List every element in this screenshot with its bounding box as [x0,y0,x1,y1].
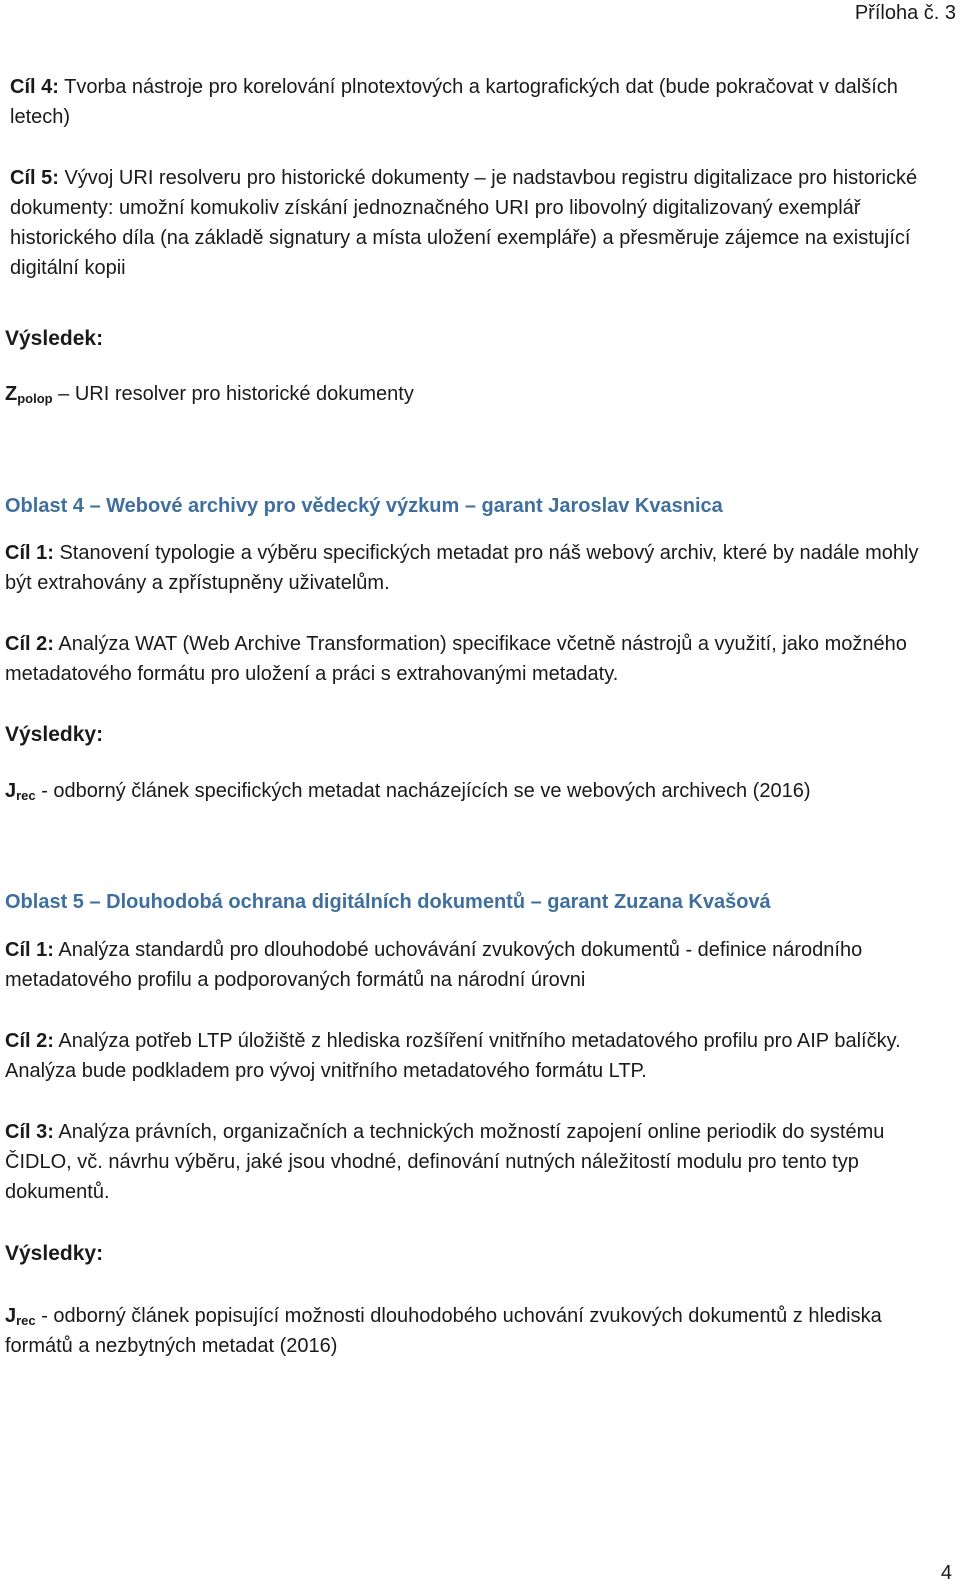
area-4-results-label: Výsledky: [5,723,104,746]
goal-text: Tvorba nástroje pro korelování plnotextových a kartografických dat (bude pokračovat v dalších letech) [10,76,898,128]
area-4-goal-2-paragraph [5,629,946,689]
area-4-result-item [5,776,946,806]
goal-label: Cíl 5: [10,167,59,189]
area-5-goal-2-paragraph [5,1026,946,1086]
goal-4-paragraph [10,72,946,132]
result-code-subscript: rec [16,788,36,803]
result-code: J [5,1305,17,1327]
area-5-heading: Oblast 5 – Dlouhodobá ochrana digitálních dokumentů – garant Zuzana Kvašová [5,891,771,913]
result-code-subscript: rec [16,1313,36,1328]
result-code: Z [5,383,18,405]
goal-label: Cíl 1: [5,939,54,961]
result-item [5,379,946,409]
annex-label: Příloha č. 3 [854,2,956,24]
goal-text: Vývoj URI resolveru pro historické dokumenty – je nadstavbou registru digitalizace pro historické dokumenty: umožní komukoliv získání jednoznačného URI pro libovolný digitalizovaný exemplář historického díla (na základě signatury a místa uložení exempláře) a přesměruje zájemce na existující digitální kopii [10,167,918,279]
goal-text: Analýza WAT (Web Archive Transformation) specifikace včetně nástrojů a využití, jako možného metadatového formátu pro uložení a práci s extrahovanými metadaty. [5,633,907,685]
result-text: - odborný článek popisující možnosti dlouhodobého uchování zvukových dokumentů z hlediska formátů a nezbytných metadat (2016) [5,1305,882,1357]
page-number: 4 [940,1562,952,1584]
area-5-result-item [5,1301,946,1361]
area-5-goal-1-paragraph [5,935,946,995]
goal-text: Stanovení typologie a výběru specifických metadat pro náš webový archiv, které by nadále mohly být extrahovány a zpřístupněny uživatelům. [5,542,919,594]
goal-label: Cíl 3: [5,1121,54,1143]
goal-label: Cíl 2: [5,633,54,655]
area-5-results-label: Výsledky: [5,1242,104,1265]
result-code: J [5,780,17,802]
result-label: Výsledek: [5,327,104,350]
goal-label: Cíl 4: [10,76,59,98]
area-4-heading: Oblast 4 – Webové archivy pro vědecký výzkum – garant Jaroslav Kvasnica [5,495,723,517]
result-text: – URI resolver pro historické dokumenty [52,383,414,405]
area-4-goal-1-paragraph [5,538,946,598]
goal-label: Cíl 1: [5,542,54,564]
goal-text: Analýza potřeb LTP úložiště z hlediska rozšíření vnitřního metadatového profilu pro AIP balíčky. Analýza bude podkladem pro vývoj vnitřního metadatového formátu LTP. [5,1030,901,1082]
goal-text: Analýza právních, organizačních a technických možností zapojení online periodik do systému ČIDLO, vč. návrhu výběru, jaké jsou vhodné, definování nutných náležitostí modulu pro tento typ dokumentů. [5,1121,885,1203]
area-5-goal-3-paragraph [5,1117,946,1207]
result-code-subscript: polop [17,391,53,406]
result-text: - odborný článek specifických metadat nacházejících se ve webových archivech (2016) [35,780,811,802]
goal-label: Cíl 2: [5,1030,54,1052]
goal-5-paragraph [10,163,946,283]
goal-text: Analýza standardů pro dlouhodobé uchovávání zvukových dokumentů - definice národního metadatového profilu a podporovaných formátů na národní úrovni [5,939,863,991]
